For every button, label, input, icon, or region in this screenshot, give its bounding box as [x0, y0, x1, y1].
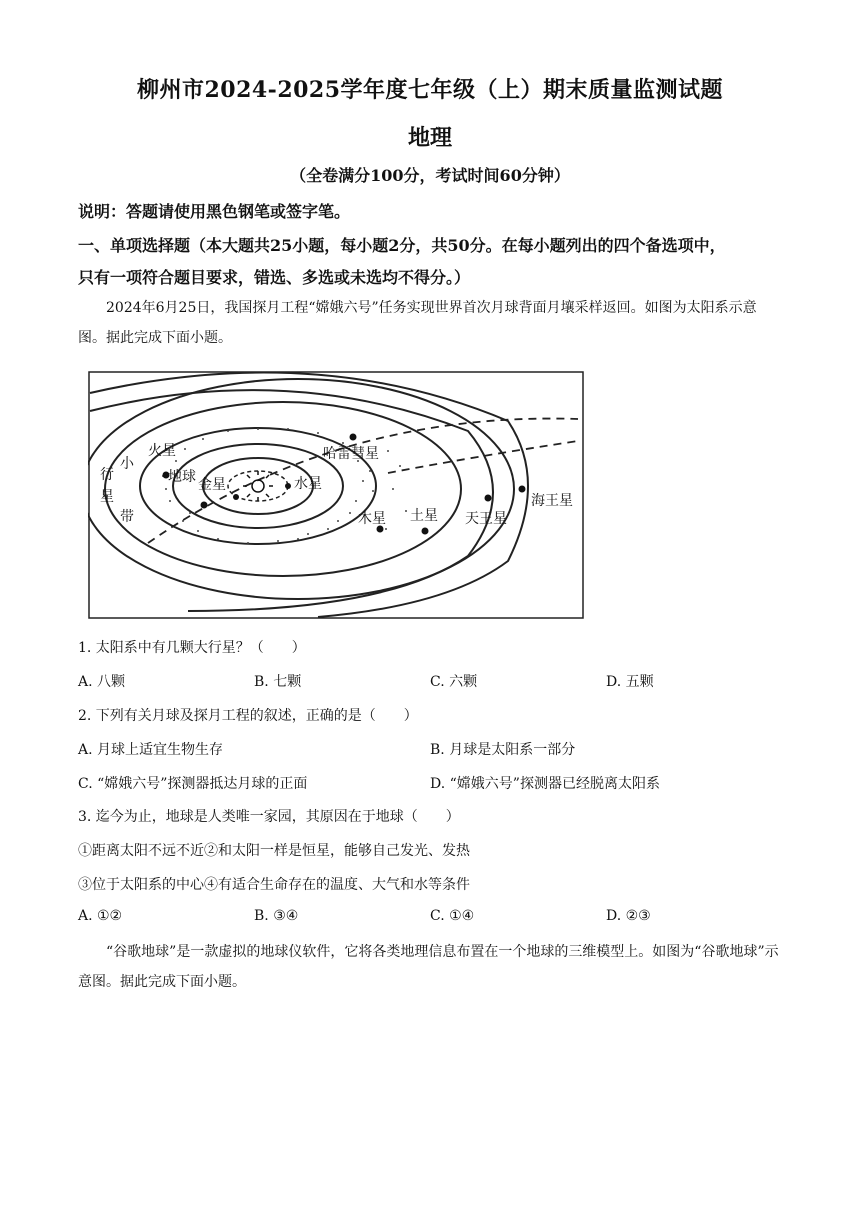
solar-system-figure: [88, 371, 584, 619]
q3-option-d[interactable]: D. ②③: [606, 908, 651, 924]
section-heading-line2: 只有一项符合题目要求，错选、多选或未选均不得分。）: [78, 268, 471, 287]
mercury-dot: [285, 483, 291, 489]
saturn-dot: [422, 528, 429, 535]
comet-dot: [350, 434, 357, 441]
figure-frame: [89, 372, 583, 618]
question-2-stem: 2. 下列有关月球及探月工程的叙述，正确的是（ ）: [78, 708, 418, 724]
q3-statement-1: ①距离太阳不远不近②和太阳一样是恒星，能够自己发光、发热: [78, 843, 470, 859]
passage-2: “谷歌地球”是一款虚拟的地球仪软件，它将各类地理信息布置在一个地球的三维模型上。如图为“谷歌地球”示意图。据此完成下面小题。: [78, 944, 779, 990]
neptune-label: 海王星: [531, 493, 573, 509]
asteroid-belt-label-3: 星: [100, 489, 114, 505]
section-heading-line1: 一、单项选择题（本大题共25小题，每小题2分，共50分。在每小题列出的四个备选项中，: [78, 236, 726, 255]
q1-option-b[interactable]: B. 七颗: [254, 674, 302, 690]
exam-note: （全卷满分100分，考试时间60分钟）: [290, 166, 570, 185]
exam-title: 柳州市2024-2025学年度七年级（上）期末质量监测试题: [136, 77, 724, 103]
mars-label: 火星: [148, 443, 176, 459]
uranus-dot: [485, 495, 492, 502]
q2-option-a[interactable]: A. 月球上适宜生物生存: [78, 742, 224, 758]
jupiter-label: 木星: [358, 511, 386, 527]
q3-statement-2: ③位于太阳系的中心④有适合生命存在的温度、大气和水等条件: [78, 877, 470, 893]
q2-option-d[interactable]: D. “嫦娥六号”探测器已经脱离太阳系: [430, 776, 660, 792]
q2-option-b[interactable]: B. 月球是太阳系一部分: [430, 742, 576, 758]
instructions: 说明：答题请使用黑色钢笔或签字笔。: [78, 202, 351, 221]
q2-option-c[interactable]: C. “嫦娥六号”探测器抵达月球的正面: [78, 776, 308, 792]
asteroid-belt-label-1: 小: [120, 456, 134, 472]
q3-option-b[interactable]: B. ③④: [254, 908, 299, 924]
passage-1: 2024年6月25日，我国探月工程“嫦娥六号”任务实现世界首次月球背面月壤采样返回。如图为太阳系示意图。据此完成下面小题。: [78, 300, 757, 346]
uranus-label: 天王星: [465, 511, 507, 527]
earth-dot: [201, 502, 208, 509]
q1-option-d[interactable]: D. 五颗: [606, 674, 654, 690]
question-1-stem: 1. 太阳系中有几颗大行星？（ ）: [78, 640, 306, 656]
earth-label: 地球: [168, 469, 196, 485]
comet-label: 哈雷彗星: [323, 446, 379, 462]
q1-option-a[interactable]: A. 八颗: [78, 674, 126, 690]
solar-system-diagram: [88, 371, 584, 619]
saturn-label: 土星: [410, 508, 438, 524]
venus-dot: [233, 494, 239, 500]
subject-title: 地理: [407, 125, 452, 151]
mercury-label: 水星: [294, 476, 322, 492]
q1-option-c[interactable]: C. 六颗: [430, 674, 478, 690]
q3-option-c[interactable]: C. ①④: [430, 908, 475, 924]
venus-label: 金星: [198, 477, 226, 493]
asteroid-belt-label-2: 行: [100, 467, 114, 483]
neptune-dot: [519, 486, 526, 493]
q3-option-a[interactable]: A. ①②: [78, 908, 123, 924]
asteroid-belt-label-4: 带: [120, 509, 134, 525]
question-3-stem: 3. 迄今为止，地球是人类唯一家园，其原因在于地球（ ）: [78, 809, 460, 825]
